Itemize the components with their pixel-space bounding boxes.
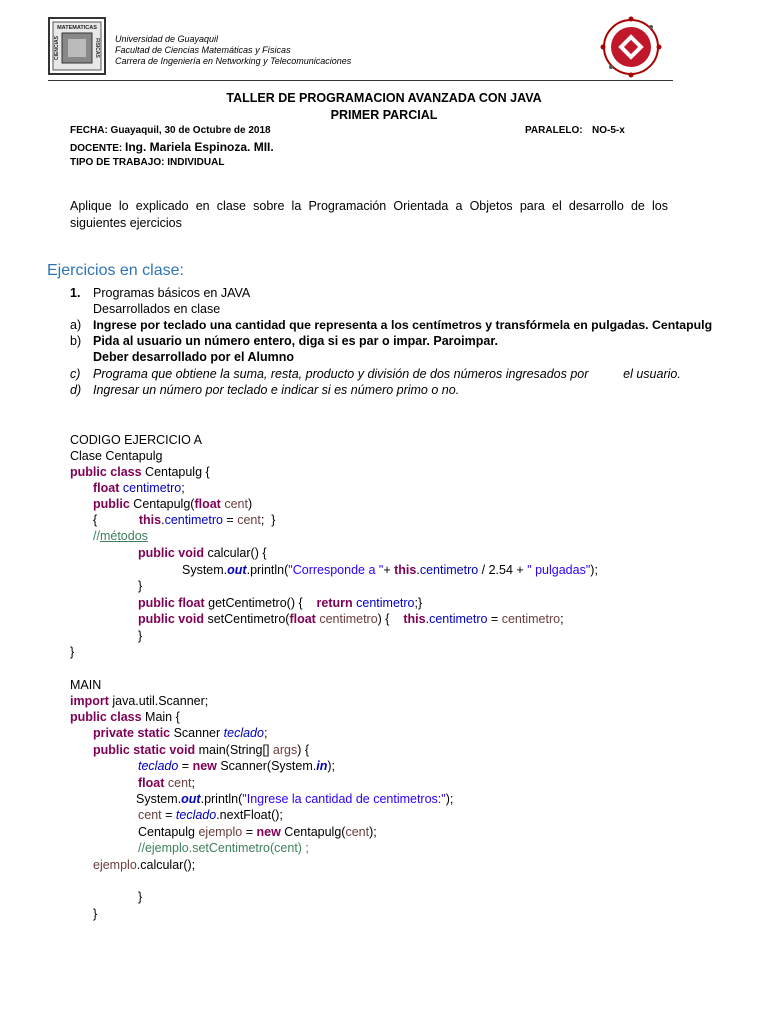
intro-paragraph: Aplique lo explicado en clase sobre la Programación Orientada a Objetos para el desarrollo de los siguientes ejercicios bbox=[70, 199, 668, 230]
code-line: public void calcular() { bbox=[138, 546, 267, 560]
code-line: import java.util.Scanner; bbox=[70, 694, 209, 708]
code-line: System.out.println("Ingrese la cantidad de centimetros:"); bbox=[136, 792, 454, 806]
code-line: public static void main(String[] args) { bbox=[93, 743, 310, 757]
university-name: Universidad de Guayaquil bbox=[115, 34, 219, 44]
exercise-b-marker: b) bbox=[70, 334, 82, 348]
code-line: teclado = new Scanner(System.in); bbox=[138, 759, 335, 773]
code-line: } bbox=[138, 890, 143, 904]
code-heading-a: CODIGO EJERCICIO A bbox=[70, 433, 202, 447]
code-line: ejemplo.calcular(); bbox=[93, 858, 196, 872]
exercise-d-text: Ingresar un número por teclado e indicar si es número primo o no. bbox=[93, 383, 460, 397]
paralelo-value: NO-5-x bbox=[592, 125, 625, 136]
document-subtitle: PRIMER PARCIAL bbox=[330, 108, 438, 122]
code-line: public float getCentimetro() { return centimetro;} bbox=[138, 596, 423, 610]
logo-text-left: CIENCIAS bbox=[54, 36, 60, 60]
code-line: float centimetro; bbox=[93, 481, 185, 495]
code-line: float cent; bbox=[138, 776, 195, 790]
teacher-name: Ing. Mariela Espinoza. MII. bbox=[125, 140, 274, 154]
item-1-text: Programas básicos en JAVA bbox=[93, 286, 251, 300]
code-line: { this.centimetro = cent; } bbox=[93, 513, 276, 527]
code-line: System.out.println("Corresponde a "+ this.centimetro / 2.54 + " pulgadas"); bbox=[182, 563, 598, 577]
exercise-c-text: Programa que obtiene la suma, resta, producto y división de dos números ingresados por el usuario. bbox=[93, 367, 681, 381]
document-title: TALLER DE PROGRAMACION AVANZADA CON JAVA bbox=[226, 91, 542, 105]
code-line: } bbox=[138, 629, 143, 643]
code-line: } bbox=[70, 645, 75, 659]
university-logo-left bbox=[48, 17, 106, 75]
career-name: Carrera de Ingeniería en Networking y Telecomunicaciones bbox=[115, 56, 352, 66]
code-line: public class Centapulg { bbox=[70, 465, 210, 479]
paralelo-label: PARALELO: bbox=[525, 125, 583, 136]
class-label: Clase Centapulg bbox=[70, 449, 163, 463]
code-line: //ejemplo.setCentimetro(cent) ; bbox=[138, 841, 309, 855]
date-field: FECHA: Guayaquil, 30 de Octubre de 2018 bbox=[70, 125, 271, 136]
logo-text-right: FISICAS bbox=[94, 38, 100, 58]
item-1-marker: 1. bbox=[70, 286, 81, 300]
section-heading: Ejercicios en clase: bbox=[47, 262, 184, 279]
sub-label-student-homework: Deber desarrollado por el Alumno bbox=[93, 350, 294, 364]
university-info bbox=[115, 34, 351, 67]
code-line: } bbox=[93, 907, 98, 921]
code-line: public void setCentimetro(float centimetro) { this.centimetro = centimetro; bbox=[138, 612, 564, 626]
code-line: private static Scanner teclado; bbox=[93, 726, 268, 740]
code-line: Centapulg ejemplo = new Centapulg(cent); bbox=[138, 825, 377, 839]
code-line: //métodos bbox=[93, 529, 148, 543]
code-line: public Centapulg(float cent) bbox=[93, 497, 253, 511]
work-type-field: TIPO DE TRABAJO: INDIVIDUAL bbox=[70, 157, 225, 168]
faculty-name: Facultad de Ciencias Matemáticas y Físicas bbox=[115, 45, 291, 55]
teacher-field bbox=[70, 140, 274, 154]
networking-logo-right bbox=[598, 14, 664, 80]
code-line: } bbox=[138, 579, 143, 593]
sub-label-developed-in-class: Desarrollados en clase bbox=[93, 302, 221, 316]
exercise-c-marker: c) bbox=[70, 367, 81, 381]
exercise-a-text: Ingrese por teclado una cantidad que representa a los centímetros y transfórmela en pulgadas. Centapulg bbox=[93, 318, 713, 332]
logo-text-top: MATEMATICAS bbox=[57, 25, 97, 31]
code-line: cent = teclado.nextFloat(); bbox=[138, 808, 283, 822]
exercise-a-marker: a) bbox=[70, 318, 82, 332]
main-label: MAIN bbox=[70, 678, 102, 692]
teacher-label: DOCENTE: bbox=[70, 143, 125, 154]
code-line: public class Main { bbox=[70, 710, 180, 724]
exercise-d-marker: d) bbox=[70, 383, 82, 397]
exercise-b-text: Pida al usuario un número entero, diga si es par o impar. Paroimpar. bbox=[93, 334, 498, 348]
header-divider bbox=[48, 80, 673, 81]
